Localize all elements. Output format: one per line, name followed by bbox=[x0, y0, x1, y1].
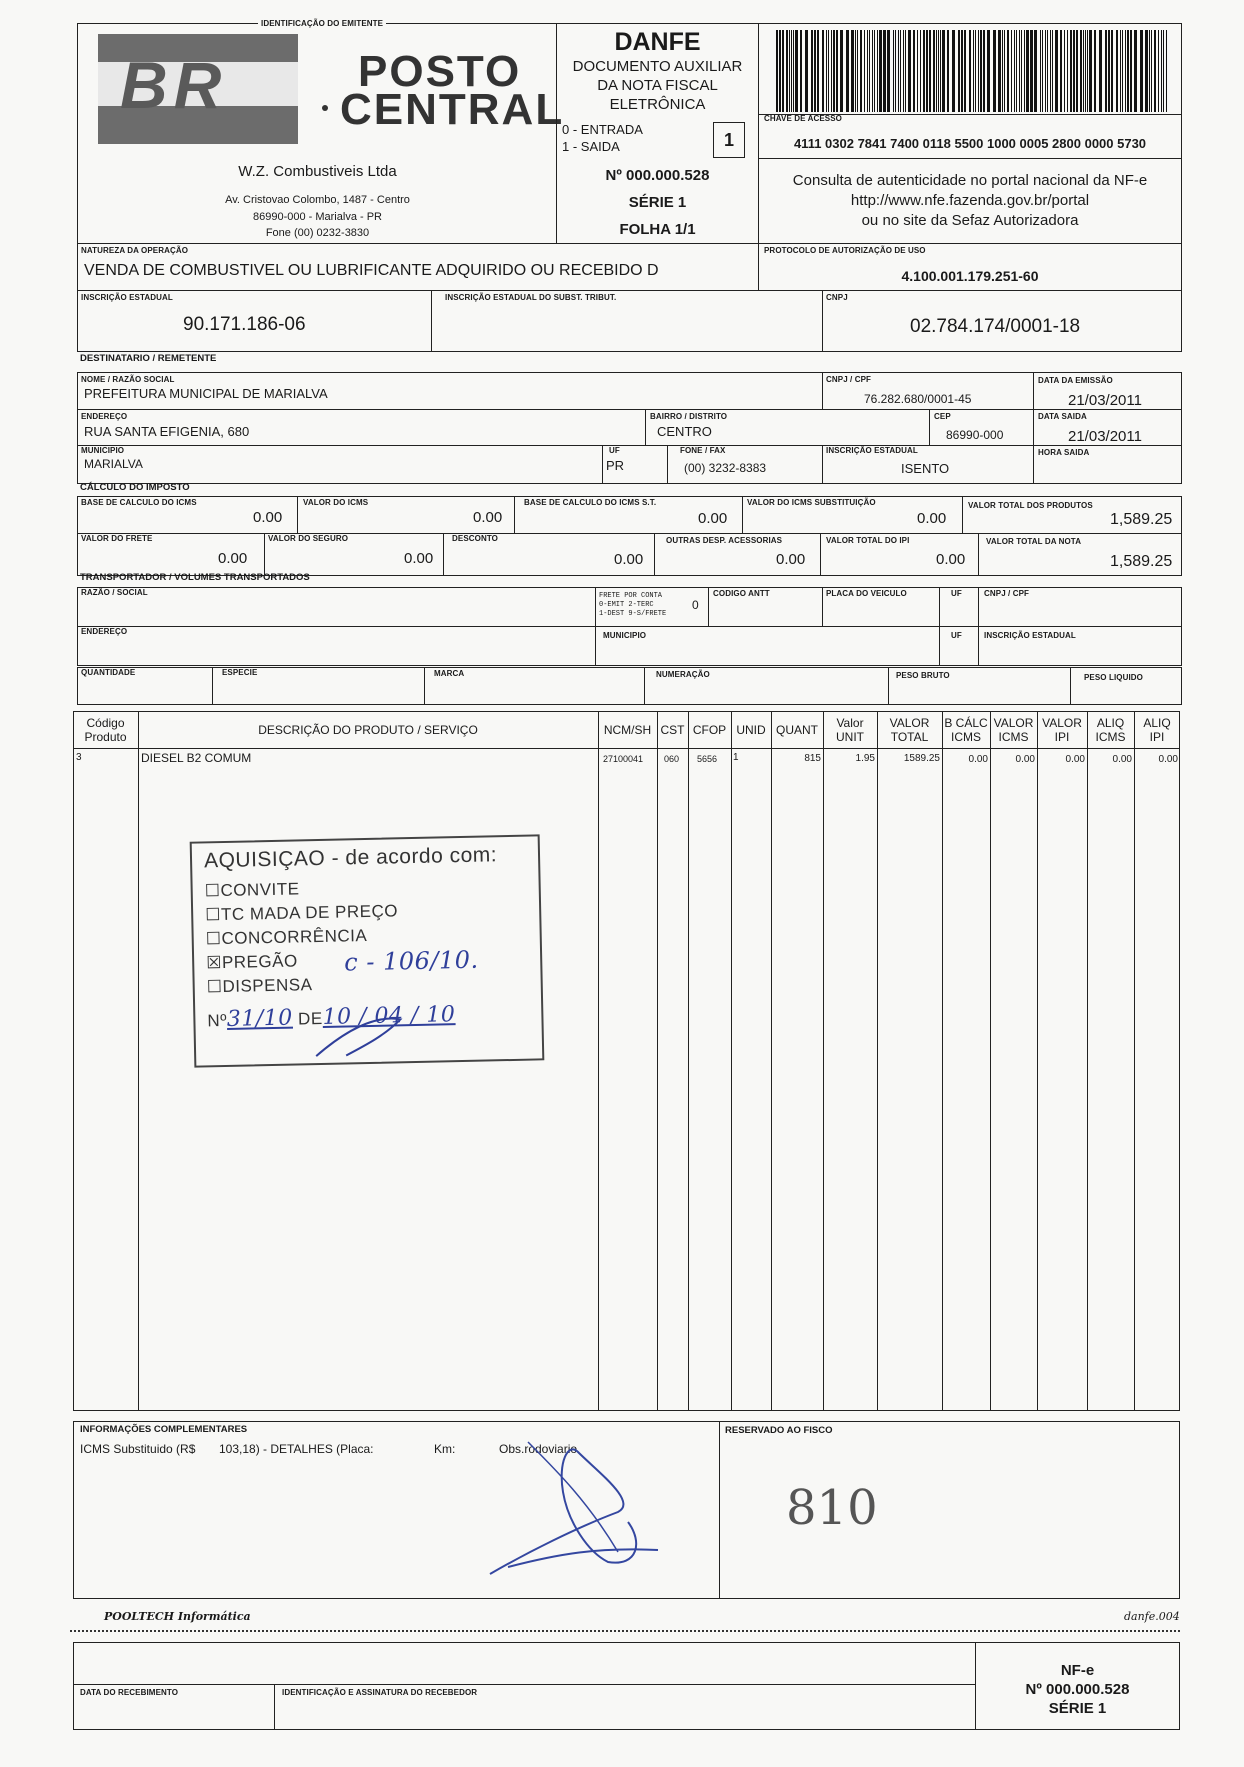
dest-ie-label: INSCRIÇÃO ESTADUAL bbox=[826, 446, 918, 455]
barcode-bar bbox=[964, 30, 966, 112]
danfe-subtitle-1: DOCUMENTO AUXILIAR bbox=[572, 58, 743, 75]
barcode-bar bbox=[969, 30, 971, 112]
assinatura-label: IDENTIFICAÇÃO E ASSINATURA DO RECEBEDOR bbox=[282, 1688, 478, 1697]
stamp-option-convite: ☐CONVITE bbox=[204, 879, 300, 901]
dest-nome-label: NOME / RAZÃO SOCIAL bbox=[81, 375, 175, 384]
barcode-bar bbox=[936, 30, 937, 112]
antt-label: CODIGO ANTT bbox=[713, 589, 770, 598]
stamp-option-dispensa: ☐DISPENSA bbox=[206, 975, 313, 997]
transporte-section: TRANSPORTADOR / VOLUMES TRANSPORTADOS bbox=[80, 572, 310, 583]
dest-cnpj: 76.282.680/0001-45 bbox=[864, 392, 972, 406]
barcode-bar bbox=[1099, 30, 1102, 112]
barcode-bar bbox=[1076, 30, 1078, 112]
barcode-bar bbox=[872, 30, 873, 112]
dest-cep: 86990-000 bbox=[946, 428, 1004, 442]
dest-fone: (00) 3232-8383 bbox=[684, 461, 767, 475]
protocolo-label: PROTOCOLO DE AUTORIZAÇÃO DE USO bbox=[764, 246, 926, 255]
barcode-bar bbox=[1067, 30, 1068, 112]
company-address-2: 86990-000 - Marialva - PR bbox=[252, 211, 382, 223]
peso-bruto-label: PESO BRUTO bbox=[896, 671, 950, 680]
barcode-bar bbox=[860, 30, 862, 112]
barcode-bar bbox=[1154, 30, 1156, 112]
danfe-subtitle-2: DA NOTA FISCAL bbox=[597, 77, 718, 94]
row-vunit: 1.95 bbox=[855, 753, 875, 764]
dest-endereco: RUA SANTA EFIGENIA, 680 bbox=[84, 424, 250, 439]
logo-posto: POSTO bbox=[358, 47, 522, 96]
barcode-bar bbox=[887, 30, 890, 112]
barcode-bar bbox=[905, 30, 906, 112]
barcode-bar bbox=[938, 30, 939, 112]
barcode-bar bbox=[833, 30, 835, 112]
barcode-bar bbox=[1158, 30, 1159, 112]
barcode-bar bbox=[779, 30, 781, 112]
col-ncm: NCM/SH bbox=[603, 723, 652, 737]
row-codigo: 3 bbox=[76, 752, 82, 763]
barcode-bar bbox=[942, 30, 945, 112]
software-name: POOLTECH Informática bbox=[104, 1610, 251, 1623]
fisco-label: RESERVADO AO FISCO bbox=[725, 1425, 833, 1436]
barcode-bar bbox=[895, 30, 896, 112]
chave-acesso: 4111 0302 7841 7400 0118 5500 1000 0005 2800 0000 5730 bbox=[793, 136, 1147, 151]
barcode-bar bbox=[1055, 30, 1058, 112]
ipi-label: VALOR TOTAL DO IPI bbox=[826, 536, 910, 545]
info-text-2: 103,18) - DETALHES (Placa: bbox=[219, 1442, 374, 1456]
barcode-bar bbox=[1085, 30, 1086, 112]
recebimento-label: DATA DO RECEBIMENTO bbox=[80, 1688, 179, 1697]
barcode-bar bbox=[958, 30, 960, 112]
barcode-bar bbox=[776, 30, 778, 112]
barcode-bar bbox=[831, 30, 832, 112]
cnpj-label: CNPJ bbox=[826, 293, 848, 302]
barcode bbox=[776, 30, 1171, 112]
danfe-ref: danfe.004 bbox=[1124, 1610, 1180, 1623]
dest-emissao-label: DATA DA EMISSÃO bbox=[1038, 376, 1113, 385]
barcode-bar bbox=[1108, 30, 1110, 112]
barcode-bar bbox=[846, 30, 849, 112]
col-vicms: VALOR ICMS bbox=[993, 716, 1034, 744]
signature bbox=[488, 1432, 668, 1582]
barcode-bar bbox=[1089, 30, 1092, 112]
row-cst: 060 bbox=[664, 754, 680, 764]
barcode-bar bbox=[793, 30, 794, 112]
base-icms-label: BASE DE CALCULO DO ICMS bbox=[81, 498, 197, 507]
logo-central: CENTRAL bbox=[340, 85, 565, 134]
row-quant: 815 bbox=[804, 753, 821, 764]
company-phone: Fone (00) 0232-3830 bbox=[265, 227, 370, 239]
dest-fone-label: FONE / FAX bbox=[680, 446, 726, 455]
col-vtotal: VALOR TOTAL bbox=[889, 716, 930, 744]
barcode-bar bbox=[1134, 30, 1137, 112]
aquisicao-stamp bbox=[190, 834, 545, 1067]
ie-label: INSCRIÇÃO ESTADUAL bbox=[81, 293, 173, 302]
frete-conta-value: 0 bbox=[692, 598, 699, 612]
barcode-bar bbox=[1145, 30, 1148, 112]
danfe-serie: SÉRIE 1 bbox=[628, 194, 687, 211]
dest-municipio: MARIALVA bbox=[84, 457, 143, 471]
barcode-bar bbox=[1016, 30, 1017, 112]
protocolo-value: 4.100.001.179.251-60 bbox=[901, 268, 1039, 284]
barcode-bar bbox=[869, 30, 870, 112]
barcode-bar bbox=[1014, 30, 1015, 112]
consulta-line-1: Consulta de autenticidade no portal nacional da NF-e bbox=[792, 172, 1148, 189]
company-address-1: Av. Cristovao Colombo, 1487 - Centro bbox=[225, 194, 410, 206]
barcode-bar bbox=[961, 30, 963, 112]
entrada-label: 0 - ENTRADA bbox=[562, 122, 643, 137]
transp-endereco-label: ENDEREÇO bbox=[81, 627, 128, 636]
barcode-bar bbox=[1127, 30, 1129, 112]
dest-bairro: CENTRO bbox=[657, 424, 712, 439]
barcode-bar bbox=[1094, 30, 1096, 112]
barcode-bar bbox=[952, 30, 955, 112]
col-unid: UNID bbox=[736, 723, 766, 737]
barcode-bar bbox=[864, 30, 865, 112]
barcode-bar bbox=[851, 30, 854, 112]
barcode-bar bbox=[903, 30, 904, 112]
imposto-section: CÁLCULO DO IMPOSTO bbox=[80, 482, 190, 493]
transp-razao-label: RAZÃO / SOCIAL bbox=[81, 588, 148, 597]
seguro-label: VALOR DO SEGURO bbox=[268, 534, 349, 543]
barcode-bar bbox=[877, 30, 878, 112]
barcode-bar bbox=[1125, 30, 1126, 112]
barcode-bar bbox=[1011, 30, 1012, 112]
info-label: INFORMAÇÕES COMPLEMENTARES bbox=[80, 1424, 248, 1435]
barcode-bar bbox=[1047, 30, 1048, 112]
natureza-value: VENDA DE COMBUSTIVEL OU LUBRIFICANTE ADQUIRIDO OU RECEBIDO D bbox=[84, 262, 659, 279]
ie-value: 90.171.186-06 bbox=[183, 314, 306, 335]
dest-uf: PR bbox=[606, 458, 625, 473]
dest-saida: 21/03/2011 bbox=[1068, 428, 1142, 445]
barcode-bar bbox=[929, 30, 931, 112]
frete-label: VALOR DO FRETE bbox=[81, 534, 153, 543]
barcode-bar bbox=[900, 30, 901, 112]
outras-value: 0.00 bbox=[776, 551, 806, 568]
barcode-bar bbox=[1042, 30, 1043, 112]
col-quant: QUANT bbox=[776, 723, 818, 737]
barcode-bar bbox=[855, 30, 856, 112]
base-icms: 0.00 bbox=[253, 509, 283, 526]
dest-hora-label: HORA SAIDA bbox=[1038, 448, 1090, 457]
barcode-bar bbox=[814, 30, 816, 112]
row-vicms: 0.00 bbox=[1015, 754, 1035, 765]
row-bcalc: 0.00 bbox=[968, 754, 988, 765]
cut-line bbox=[70, 1630, 1180, 1632]
placa-label: PLACA DO VEICULO bbox=[826, 589, 907, 598]
stamp-numero: Nº31/10 DE10 / 04 / 10 bbox=[207, 1002, 456, 1032]
barcode-bar bbox=[1166, 30, 1167, 112]
tipo-box: 1 bbox=[713, 122, 745, 158]
danfe-title: DANFE bbox=[614, 28, 701, 56]
ipi-value: 0.00 bbox=[936, 551, 966, 568]
barcode-bar bbox=[920, 30, 921, 112]
valor-st: 0.00 bbox=[917, 510, 947, 527]
footer-numero: Nº 000.000.528 bbox=[1025, 1681, 1130, 1698]
barcode-bar bbox=[933, 30, 935, 112]
barcode-bar bbox=[1024, 30, 1025, 112]
barcode-bar bbox=[926, 30, 928, 112]
barcode-bar bbox=[1130, 30, 1132, 112]
consulta-line-2: http://www.nfe.fazenda.gov.br/portal bbox=[850, 192, 1090, 209]
valor-st-label: VALOR DO ICMS SUBSTITUIÇÃO bbox=[747, 498, 876, 507]
barcode-bar bbox=[879, 30, 882, 112]
barcode-bar bbox=[789, 30, 790, 112]
row-unid: 1 bbox=[733, 752, 739, 763]
transp-ie-label: INSCRIÇÃO ESTADUAL bbox=[984, 631, 1076, 640]
stamp-title: AQUISIÇAO - de acordo com: bbox=[203, 843, 498, 873]
barcode-bar bbox=[975, 30, 976, 112]
info-text-4: Obs.rodoviario bbox=[499, 1442, 578, 1456]
stamp-option-tomada: ☐TC MADA DE PREÇO bbox=[205, 901, 399, 925]
barcode-bar bbox=[973, 30, 974, 112]
barcode-bar bbox=[791, 30, 792, 112]
col-bcalc: B CÁLC ICMS bbox=[944, 716, 988, 744]
especie-label: ESPECIE bbox=[222, 668, 258, 677]
col-aicms: ALIQ ICMS bbox=[1095, 716, 1126, 744]
total-produtos-label: VALOR TOTAL DOS PRODUTOS bbox=[968, 501, 1093, 510]
col-vipi: VALOR IPI bbox=[1042, 716, 1082, 744]
destinatario-section: DESTINATARIO / REMETENTE bbox=[80, 353, 217, 364]
barcode-bar bbox=[1030, 30, 1033, 112]
barcode-bar bbox=[923, 30, 925, 112]
row-aicms: 0.00 bbox=[1112, 754, 1132, 765]
desconto-label: DESCONTO bbox=[452, 534, 498, 543]
outras-label: OUTRAS DESP. ACESSORIAS bbox=[666, 536, 783, 545]
dest-emissao: 21/03/2011 bbox=[1068, 392, 1142, 409]
barcode-bar bbox=[1040, 30, 1041, 112]
barcode-bar bbox=[782, 30, 784, 112]
barcode-bar bbox=[1073, 30, 1075, 112]
row-vipi: 0.00 bbox=[1065, 754, 1085, 765]
numeracao-label: NUMERAÇÃO bbox=[656, 670, 710, 679]
dest-bairro-label: BAIRRO / DISTRITO bbox=[650, 412, 728, 421]
col-descricao: DESCRIÇÃO DO PRODUTO / SERVIÇO bbox=[258, 723, 478, 737]
transp-uf2-label: UF bbox=[951, 631, 962, 640]
desconto-value: 0.00 bbox=[614, 551, 644, 568]
dest-endereco-label: ENDEREÇO bbox=[81, 412, 128, 421]
barcode-bar bbox=[1002, 30, 1003, 112]
barcode-bar bbox=[940, 30, 941, 112]
col-codigo: Código Produto bbox=[84, 716, 127, 744]
stamp-option-concorrencia: ☐CONCORRÊNCIA bbox=[205, 925, 368, 949]
barcode-bar bbox=[1161, 30, 1162, 112]
barcode-bar bbox=[1026, 30, 1029, 112]
barcode-bar bbox=[980, 30, 982, 112]
barcode-bar bbox=[1080, 30, 1082, 112]
barcode-bar bbox=[1087, 30, 1088, 112]
barcode-bar bbox=[1050, 30, 1051, 112]
valor-icms: 0.00 bbox=[473, 509, 503, 526]
barcode-bar bbox=[867, 30, 868, 112]
barcode-bar bbox=[1052, 30, 1053, 112]
col-cfop: CFOP bbox=[692, 723, 727, 737]
br-logo-mark: BR bbox=[120, 48, 228, 122]
barcode-bar bbox=[1120, 30, 1121, 112]
barcode-bar bbox=[828, 30, 829, 112]
barcode-bar bbox=[987, 30, 990, 112]
col-cst: CST bbox=[660, 723, 685, 737]
footer-nfe: NF-e bbox=[1060, 1662, 1095, 1679]
barcode-bar bbox=[1151, 30, 1152, 112]
frete-conta-1: FRETE POR CONTA bbox=[599, 592, 663, 600]
barcode-bar bbox=[893, 30, 894, 112]
danfe-folha: FOLHA 1/1 bbox=[619, 221, 696, 238]
row-descricao: DIESEL B2 COMUM bbox=[141, 751, 252, 765]
barcode-bar bbox=[822, 30, 824, 112]
barcode-bar bbox=[1060, 30, 1062, 112]
barcode-bar bbox=[1140, 30, 1143, 112]
barcode-bar bbox=[1149, 30, 1150, 112]
barcode-bar bbox=[913, 30, 915, 112]
row-vtotal: 1589.25 bbox=[903, 753, 940, 764]
barcode-bar bbox=[786, 30, 788, 112]
total-nota-label: VALOR TOTAL DA NOTA bbox=[986, 537, 1082, 546]
dest-municipio-label: MUNICIPIO bbox=[81, 446, 125, 455]
company-name: W.Z. Combustiveis Ltda bbox=[238, 163, 397, 180]
total-produtos: 1,589.25 bbox=[1110, 511, 1173, 528]
info-text-3: Km: bbox=[434, 1442, 456, 1456]
stamp-signature bbox=[305, 1009, 426, 1062]
dest-cnpj-label: CNPJ / CPF bbox=[826, 375, 872, 384]
frete-conta-3: 1-DEST 9-S/FRETE bbox=[599, 610, 667, 618]
chave-label: CHAVE DE ACESSO bbox=[764, 114, 842, 123]
danfe-subtitle-3: ELETRÔNICA bbox=[609, 96, 706, 113]
seguro-value: 0.00 bbox=[404, 550, 434, 567]
barcode-bar bbox=[800, 30, 802, 112]
barcode-bar bbox=[1021, 30, 1022, 112]
barcode-bar bbox=[917, 30, 918, 112]
barcode-bar bbox=[978, 30, 979, 112]
base-st: 0.00 bbox=[698, 510, 728, 527]
barcode-bar bbox=[1163, 30, 1164, 112]
frete-value: 0.00 bbox=[218, 550, 248, 567]
transp-cnpj-label: CNPJ / CPF bbox=[984, 589, 1030, 598]
consulta-line-3: ou no site da Sefaz Autorizadora bbox=[861, 212, 1079, 229]
barcode-bar bbox=[857, 30, 858, 112]
barcode-bar bbox=[993, 30, 996, 112]
barcode-bar bbox=[1064, 30, 1065, 112]
danfe-number: Nº 000.000.528 bbox=[605, 167, 710, 184]
barcode-bar bbox=[1111, 30, 1113, 112]
total-nota: 1,589.25 bbox=[1110, 553, 1173, 570]
barcode-bar bbox=[1116, 30, 1118, 112]
barcode-bar bbox=[898, 30, 899, 112]
footer-serie: SÉRIE 1 bbox=[1048, 1700, 1107, 1717]
stamp-option-pregao: ☒PREGÃO bbox=[206, 951, 298, 973]
dest-saida-label: DATA SAIDA bbox=[1038, 412, 1087, 421]
barcode-bar bbox=[805, 30, 808, 112]
barcode-bar bbox=[1070, 30, 1072, 112]
dest-nome: PREFEITURA MUNICIPAL DE MARIALVA bbox=[84, 386, 328, 401]
barcode-bar bbox=[908, 30, 911, 112]
natureza-label: NATUREZA DA OPERAÇÃO bbox=[81, 246, 189, 255]
saida-label: 1 - SAIDA bbox=[562, 139, 620, 154]
barcode-bar bbox=[1004, 30, 1005, 112]
barcode-bar bbox=[1019, 30, 1020, 112]
row-ncm: 27100041 bbox=[603, 754, 644, 764]
logo-dot bbox=[322, 105, 328, 111]
info-text-1: ICMS Substituido (R$ bbox=[80, 1442, 196, 1456]
barcode-bar bbox=[1122, 30, 1123, 112]
barcode-bar bbox=[811, 30, 813, 112]
stamp-pregao-number: c - 106/10. bbox=[343, 945, 479, 977]
row-cfop: 5656 bbox=[697, 754, 718, 764]
barcode-bar bbox=[826, 30, 827, 112]
dest-cep-label: CEP bbox=[934, 412, 951, 421]
barcode-bar bbox=[795, 30, 798, 112]
barcode-bar bbox=[883, 30, 886, 112]
emitter-label: IDENTIFICAÇÃO DO EMITENTE bbox=[258, 19, 386, 28]
transp-uf-label: UF bbox=[951, 589, 962, 598]
barcode-bar bbox=[998, 30, 1001, 112]
quantidade-label: QUANTIDADE bbox=[81, 668, 136, 677]
barcode-bar bbox=[983, 30, 985, 112]
fisco-handwriting: 810 bbox=[786, 1480, 878, 1536]
barcode-bar bbox=[1007, 30, 1009, 112]
peso-liquido-label: PESO LIQUIDO bbox=[1084, 673, 1143, 682]
col-aipi: ALIQ IPI bbox=[1143, 716, 1171, 744]
barcode-bar bbox=[1105, 30, 1107, 112]
barcode-bar bbox=[947, 30, 949, 112]
barcode-bar bbox=[874, 30, 875, 112]
base-st-label: BASE DE CALCULO DO ICMS S.T. bbox=[524, 498, 657, 507]
dest-ie: ISENTO bbox=[901, 461, 950, 476]
cnpj-value: 02.784.174/0001-18 bbox=[910, 316, 1081, 337]
frete-conta-2: 0-EMIT 2-TERC bbox=[599, 601, 654, 609]
dest-uf-label: UF bbox=[609, 446, 620, 455]
barcode-bar bbox=[840, 30, 843, 112]
col-vunit: Valor UNIT bbox=[836, 716, 864, 744]
transp-municipio-label: MUNICIPIO bbox=[603, 631, 647, 640]
valor-icms-label: VALOR DO ICMS bbox=[303, 498, 369, 507]
barcode-bar bbox=[1045, 30, 1046, 112]
barcode-bar bbox=[836, 30, 838, 112]
barcode-bar bbox=[1034, 30, 1037, 112]
marca-label: MARCA bbox=[434, 669, 465, 678]
ie-st-label: INSCRIÇÃO ESTADUAL DO SUBST. TRIBUT. bbox=[445, 293, 617, 302]
barcode-bar bbox=[817, 30, 819, 112]
barcode-bar bbox=[1083, 30, 1084, 112]
row-aipi: 0.00 bbox=[1158, 754, 1178, 765]
